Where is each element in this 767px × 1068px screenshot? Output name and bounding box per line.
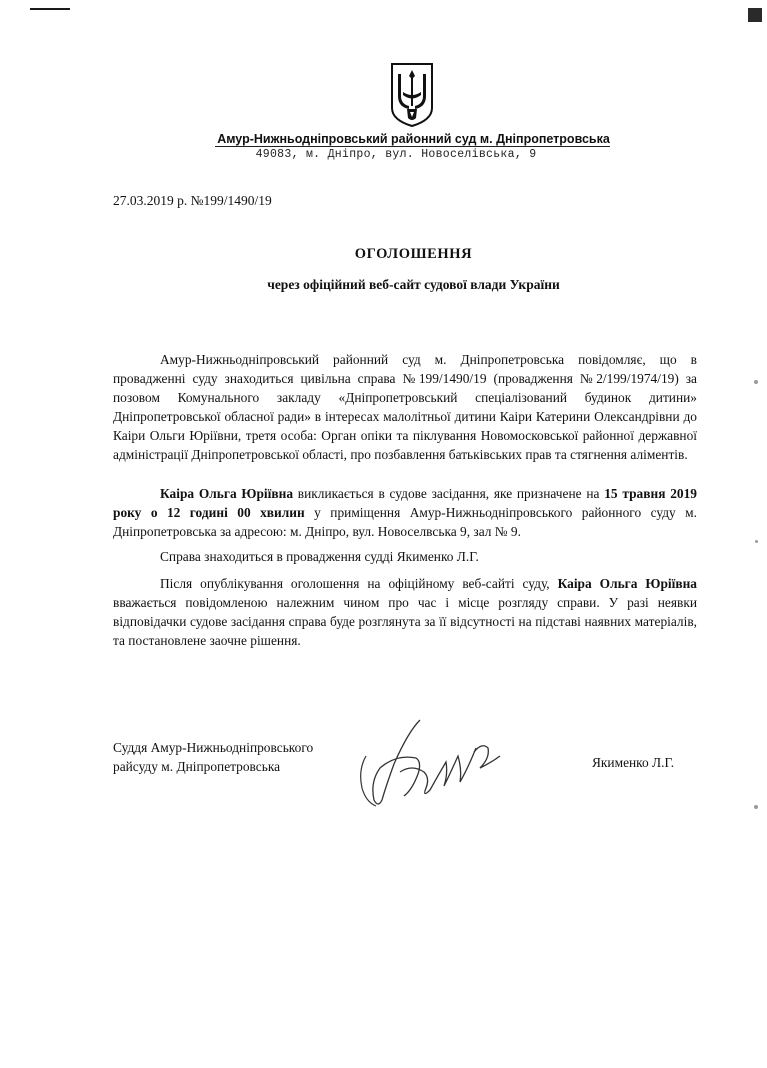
- header-divider: [215, 146, 610, 147]
- paragraph-text: викликається в судове засідання, яке призначене на: [293, 486, 605, 501]
- court-address: 49083, м. Дніпро, вул. Новоселівська, 9: [255, 148, 537, 161]
- hearing-datetime: 15 травня 2019 року о 12 годині 00 хвилин: [113, 486, 697, 520]
- document-title: ОГОЛОШЕННЯ: [354, 246, 473, 262]
- paragraph-text: Амур-Нижньодніпровський районний суд м. Дніпропетровська повідомляє, що в провадженні суду знаходиться цивільна справа №199/1490/19 (провадження №2/199/1974/19) за позовом Комунального закладу «Дніпропетровський спеціалізований будинок дитини» Дніпропетровської обласної ради» в інтересах малолітньої дитини Каіри Катерини Олександрівни до Каіри Ольги Юріївни, третя особа: Орган опіки та піклування Новомосковської районної державної адміністрації Дніпропетровської області, про позбавлення батьківських прав та стягнення аліментів.: [113, 352, 697, 462]
- judge-name: Якименко Л.Г.: [592, 755, 675, 770]
- paragraph-case-info: [113, 350, 697, 464]
- defendant-name: Каіра Ольга Юріївна: [160, 486, 294, 501]
- scan-speck: [754, 380, 758, 384]
- trident-emblem-icon: [389, 62, 435, 128]
- paragraph-text: Справа знаходиться в провадження судді Якименко Л.Г.: [160, 549, 479, 564]
- paragraph-notice: [113, 574, 697, 650]
- paragraph-summons: [113, 484, 697, 541]
- judge-position-line: Суддя Амур-Нижньодніпровського: [113, 740, 314, 755]
- paragraph-text: вважається повідомленою належним чином про час і місце розгляду справи. У разі неявки відповідачки судове засідання справа буде розглянута за її відсутності на підставі наявних матеріалів, та постановлене заочне рішення.: [113, 595, 697, 648]
- scan-corner-mark-left: [30, 8, 70, 10]
- paragraph-text: у приміщення Амур-Нижньодніпровського районного суду м. Дніпропетровська за адресою: м. Дніпро, вул. Новоселвська 9, зал № 9.: [113, 505, 697, 539]
- scan-speck: [755, 540, 758, 543]
- judge-position: [113, 738, 313, 776]
- paragraph-judge: [113, 547, 697, 566]
- court-name: Амур-Нижньодніпровський районний суд м. Дніпропетровська: [217, 132, 610, 146]
- defendant-name: Каіра Ольга Юріївна: [557, 576, 697, 591]
- date-reference: 27.03.2019 р. №199/1490/19: [113, 193, 272, 208]
- scan-speck: [754, 805, 758, 809]
- handwritten-signature-icon: [350, 712, 510, 812]
- paragraph-text: Після опублікування оголошення на офіційному веб-сайті суду,: [160, 576, 558, 591]
- judge-position-line: райсуду м. Дніпропетровська: [113, 759, 281, 774]
- scan-corner-mark-right: [748, 8, 762, 22]
- document-subtitle: через офіційний веб-сайт судової влади України: [267, 277, 560, 292]
